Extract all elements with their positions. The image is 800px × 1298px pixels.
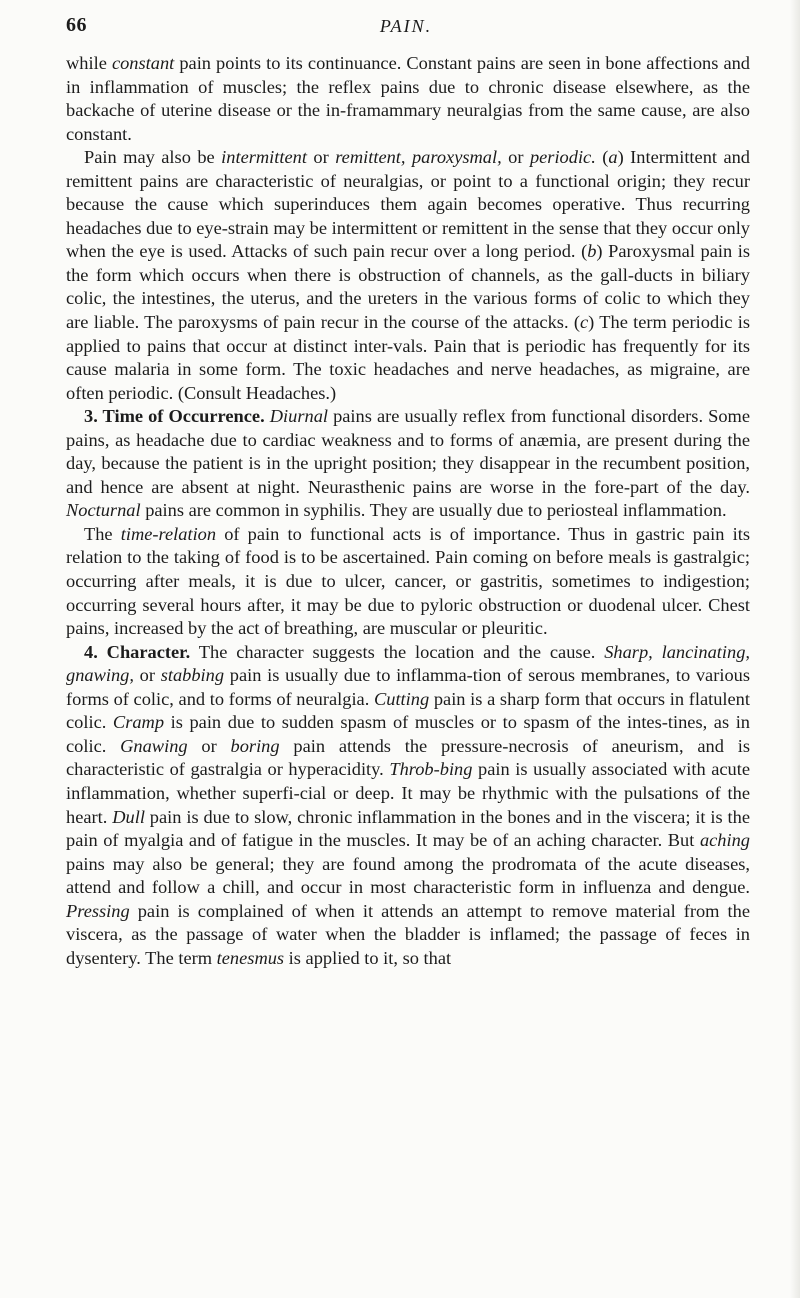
italic-text: Dull xyxy=(112,806,145,827)
running-title: PAIN. xyxy=(379,16,433,36)
text-run: pains are common in syphilis. They are usually due to periosteal inflammation. xyxy=(140,500,727,521)
italic-text: constant xyxy=(111,53,175,73)
text-run: pains are usually reflex from functional disorders. Some pains, as headache due to cardiac weakness and to forms of anæmia, are present during the day, because the patient is in the upright position; they disappear in the recumbent position, and hence are absent at night. Neurasthenic pains are worse in the fore-part of the day. xyxy=(66,406,750,497)
text-run: or xyxy=(187,735,231,756)
italic-text: Nocturnal xyxy=(66,500,141,521)
italic-text: periodic. xyxy=(529,147,596,168)
text-run: while xyxy=(66,53,112,73)
text-run: The xyxy=(84,523,121,544)
text-run: pain is usually due to inflamma-tion of serous membranes, to various forms of colic, and to forms of neuralgia. xyxy=(66,665,750,709)
running-head xyxy=(66,14,746,42)
page-number: 66 xyxy=(66,14,87,36)
italic-text: time-relation xyxy=(120,523,217,544)
paragraph xyxy=(66,641,750,971)
italic-text: Gnawing xyxy=(120,735,188,756)
italic-text: Cramp xyxy=(112,712,165,733)
text-run: or xyxy=(133,665,161,686)
italic-text: Sharp, lancinating, gnawing, xyxy=(66,641,750,686)
page-edge-shadow xyxy=(790,0,800,1298)
italic-text: c xyxy=(579,312,589,333)
text-run: pain is usually associated with acute inflammation, whether superfi-cial or deep. It may be rhythmic with the pulsations of the heart. xyxy=(66,759,751,827)
text-run: pain is due to slow, chronic inflammation in the bones and in the viscera; it is the pain of myalgia and of fatigue in the muscles. It may be of an aching character. But xyxy=(66,806,751,851)
bold-heading: 4. Character. xyxy=(84,641,191,662)
text-run: or xyxy=(501,147,530,168)
italic-text: aching xyxy=(699,830,750,851)
text-run: is pain due to sudden spasm of muscles or to spasm of the intes-tines, as in colic. xyxy=(66,712,750,756)
italic-text: Cutting xyxy=(373,688,430,709)
text-run: pain points to its continuance. Constant pains are seen in bone affections and in inflammation of muscles; the reflex pains due to chronic disease elsewhere, as the backache of uterine disease or the in-framammary neuralgias from the same cause, are also constant. xyxy=(66,53,750,144)
italic-text: remittent, paroxysmal, xyxy=(335,147,502,168)
text-run: is applied to it, so that xyxy=(284,947,452,968)
italic-text: Diurnal xyxy=(269,406,328,427)
paragraph xyxy=(66,146,750,405)
text-run: ) Intermittent and remittent pains are characteristic of neuralgias, or point to a functional origin; they recur because the cause which superinduces them again becomes operative. Thus recurring headaches due to eye-strain may be intermittent or remittent in the sense that they occur only when the eye is used. Attacks of such pain recur over a long period. ( xyxy=(66,147,751,262)
italic-text: tenesmus xyxy=(216,947,285,968)
text-run: Pain may also be xyxy=(84,147,222,168)
text-run: pain is a sharp form that occurs in flatulent colic. xyxy=(66,688,750,733)
text-run: of pain to functional acts is of importance. Thus in gastric pain its relation to the taking of food is to be ascertained. Pain coming on before meals is gastralgic; occurring after meals, it is due to ulcer, cancer, or gastritis, sometimes to indigestion; occurring several hours after, it may be due to pyloric obstruction or duodenal ulcer. Chest pains, increased by the act of breathing, are muscular or pleuritic. xyxy=(66,523,750,639)
text-run: ) Paroxysmal pain is the form which occurs when there is obstruction of channels, as the gall-ducts in biliary colic, the intestines, the uterus, and the ureters in the various forms of colic to which they are liable. The paroxysms of pain recur in the course of the attacks. ( xyxy=(66,241,750,333)
paragraph xyxy=(66,523,750,641)
text-run: pain is complained of when it attends an attempt to remove material from the viscera, as the passage of water when the bladder is inflamed; the passage of feces in dysentery. The term xyxy=(66,900,750,968)
body-text xyxy=(66,52,750,970)
text-run: ( xyxy=(595,147,609,168)
italic-text: a xyxy=(608,147,618,168)
italic-text: intermittent xyxy=(221,147,307,168)
text-run: pains may also be general; they are found among the prodromata of the acute diseases, attend and follow a chill, and occur in most characteristic form in influenza and dengue. xyxy=(66,853,750,898)
text-run: pain attends the pressure-necrosis of aneurism, and is characteristic of gastralgia or hyperacidity. xyxy=(66,735,750,780)
text-run: The character suggests the location and the cause. xyxy=(190,641,605,662)
text-run: ) The term periodic is applied to pains that occur at distinct inter-vals. Pain that is periodic has frequently for its cause malaria in some form. The toxic headaches and nerve headaches, as migraine, are often periodic. (Consult Headaches.) xyxy=(66,312,751,403)
paragraph xyxy=(66,52,750,146)
paragraph xyxy=(66,405,750,523)
italic-text: boring xyxy=(230,735,280,756)
italic-text: stabbing xyxy=(160,665,225,686)
bold-heading: 3. Time of Occurrence. xyxy=(84,406,265,427)
text-run: or xyxy=(306,147,336,168)
italic-text: Throb-bing xyxy=(389,759,473,780)
italic-text: b xyxy=(587,241,597,262)
italic-text: Pressing xyxy=(66,900,130,921)
